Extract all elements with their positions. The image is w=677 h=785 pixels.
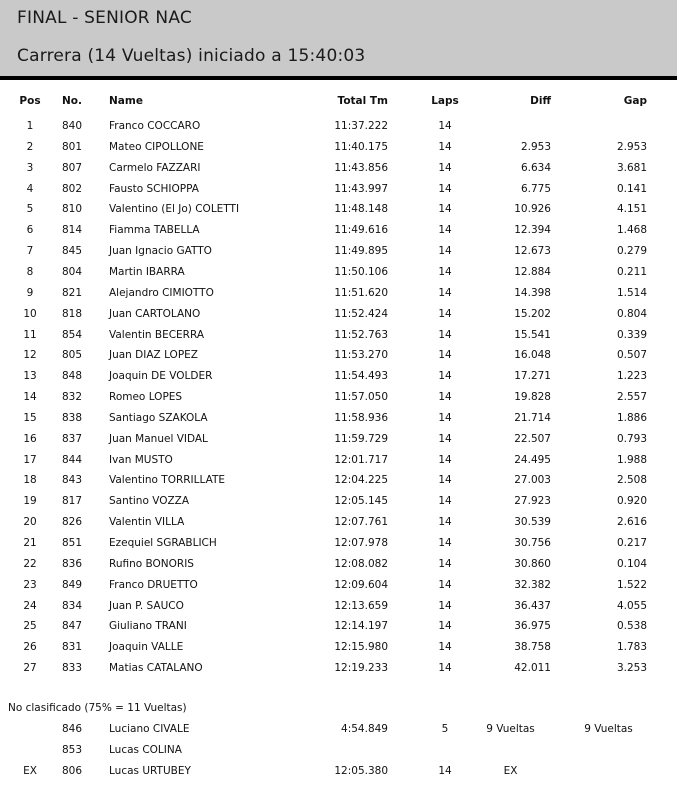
table-row [0,454,677,474]
cell-pos: 14 [23,391,37,404]
cell-pos: 13 [23,370,37,383]
cell-pos: 15 [23,411,37,424]
cell-laps: 14 [438,203,452,216]
table-row [0,516,677,536]
cell-no: 804 [61,265,83,278]
cell-total-tm: 12:08.082 [334,557,388,570]
cell-gap: 0.538 [616,620,647,633]
cell-no: 848 [61,370,83,383]
cell-pos: 23 [23,578,37,591]
cell-no: 846 [61,723,83,735]
cell-total-tm: 11:57.050 [334,391,388,404]
cell-total-tm: 12:04.225 [334,474,388,487]
cell-total-tm: 11:52.763 [334,328,388,341]
table-row [0,641,677,661]
cell-no: 826 [61,516,83,529]
col-name: Name [109,95,143,107]
cell-no: 837 [61,432,83,445]
cell-name: Romeo LOPES [109,391,183,404]
cell-pos: 5 [26,203,34,216]
cell-pos: 19 [23,495,37,508]
cell-total-tm: 11:54.493 [334,370,388,383]
table-row [0,183,677,203]
cell-diff: 27.003 [514,474,551,487]
table-row [0,266,677,286]
cell-pos: 8 [26,265,34,278]
table-row [0,245,677,265]
cell-total-tm: 12:15.980 [334,641,388,654]
col-pos: Pos [19,95,41,107]
cell-total-tm: 12:07.978 [334,537,388,549]
cell-gap: 2.557 [616,391,647,404]
cell-no: 817 [61,495,83,508]
cell-laps: 14 [438,328,452,341]
cell-name: Ivan MUSTO [109,453,173,466]
cell-laps: 14 [438,411,452,424]
cell-total-tm: 11:51.620 [334,286,388,299]
cell-no: 838 [61,411,83,424]
cell-total-tm: 11:43.997 [334,182,388,195]
page-title: FINAL - SENIOR NAC [17,8,192,28]
cell-gap: 0.339 [616,328,647,341]
cell-no: 845 [61,245,83,258]
cell-no: 853 [61,744,83,756]
cell-no: 810 [61,203,83,216]
cell-gap: 0.141 [616,182,647,195]
cell-name: Alejandro CIMIOTTO [109,286,214,299]
cell-name: Valentin VILLA [109,516,185,529]
report-header [0,0,677,80]
table-row [0,287,677,307]
cell-laps: 14 [438,120,452,132]
cell-name: Martin IBARRA [109,265,185,278]
cell-total-tm: 11:49.895 [334,245,388,258]
cell-name: Franco COCCARO [109,120,201,132]
table-row [0,600,677,620]
cell-name: Carmelo FAZZARI [109,161,201,174]
cell-laps: 14 [438,557,452,570]
cell-laps: 5 [441,723,449,735]
cell-name: Rufino BONORIS [109,557,194,570]
cell-pos: 12 [23,349,37,362]
cell-gap: 4.055 [616,599,647,612]
cell-name: Franco DRUETTO [109,578,198,591]
cell-laps: 14 [438,537,452,549]
cell-no: 836 [61,557,83,570]
cell-pos: 3 [26,161,34,174]
cell-laps: 14 [438,349,452,362]
cell-pos: 21 [23,537,37,549]
cell-name: Mateo CIPOLLONE [109,140,204,153]
cell-diff: 24.495 [514,453,551,466]
cell-total-tm: 11:52.424 [334,307,388,320]
cell-gap: 0.279 [616,245,647,258]
cell-pos: 6 [26,224,34,237]
cell-total-tm: 12:07.761 [334,516,388,529]
table-row [0,433,677,453]
cell-name: Juan P. SAUCO [109,599,184,612]
col-diff: Diff [530,95,551,107]
cell-name: Fiamma TABELLA [109,224,200,237]
cell-gap: 3.681 [616,161,647,174]
cell-laps: 14 [438,453,452,466]
cell-no: 843 [61,474,83,487]
cell-laps: 14 [438,474,452,487]
cell-laps: 14 [438,495,452,508]
race-subtitle: Carrera (14 Vueltas) iniciado a 15:40:03 [17,46,366,66]
table-row [0,224,677,244]
cell-no: 844 [61,453,83,466]
cell-gap: 1.223 [616,370,647,383]
cell-laps: 14 [438,516,452,529]
cell-pos: 24 [23,599,37,612]
cell-diff: 6.634 [520,161,551,174]
cell-diff: 22.507 [514,432,551,445]
cell-diff: 16.048 [514,349,551,362]
cell-gap: 0.217 [616,537,647,549]
cell-no: 821 [61,286,83,299]
table-row [0,141,677,161]
cell-diff: 15.541 [514,328,551,341]
cell-laps: 14 [438,140,452,153]
cell-diff: 27.923 [514,495,551,508]
cell-no: 805 [61,349,83,362]
col-no: No. [62,95,82,107]
cell-name: Valentino TORRILLATE [109,474,226,487]
cell-pos: 17 [23,453,37,466]
cell-no: 832 [61,391,83,404]
cell-laps: 14 [438,286,452,299]
cell-diff: 19.828 [514,391,551,404]
cell-name: Fausto SCHIOPPA [109,182,199,195]
cell-total-tm: 12:09.604 [334,578,388,591]
cell-total-tm: 12:05.380 [334,765,388,777]
cell-gap: 2.508 [616,474,647,487]
cell-name: Valentino (El Jo) COLETTI [109,203,240,216]
cell-name: Juan Ignacio GATTO [109,245,212,258]
cell-gap: 0.211 [616,265,647,278]
cell-pos: 27 [23,662,37,675]
cell-diff: 32.382 [514,578,551,591]
cell-laps: 14 [438,662,452,675]
table-row [0,329,677,349]
cell-diff: 2.953 [520,140,551,153]
cell-diff: 14.398 [514,286,551,299]
table-row [0,370,677,390]
cell-laps: 14 [438,391,452,404]
cell-total-tm: 4:54.849 [341,723,388,735]
cell-diff: 36.975 [514,620,551,633]
cell-total-tm: 11:48.148 [334,203,388,216]
cell-no: 814 [61,224,83,237]
cell-pos: 22 [23,557,37,570]
cell-total-tm: 11:43.856 [334,161,388,174]
cell-no: 801 [61,140,83,153]
cell-pos: 7 [26,245,34,258]
col-total-tm: Total Tm [337,95,388,107]
table-row [0,537,677,557]
cell-no: 851 [61,537,83,549]
col-laps: Laps [431,95,459,107]
cell-total-tm: 12:13.659 [334,599,388,612]
cell-no: 854 [61,328,83,341]
cell-pos: 10 [23,307,37,320]
cell-gap: 2.616 [616,516,647,529]
cell-diff: 30.539 [514,516,551,529]
cell-diff: 30.860 [514,557,551,570]
cell-total-tm: 12:19.233 [334,662,388,675]
cell-pos: 26 [23,641,37,654]
table-row [0,723,677,743]
cell-name: Juan Manuel VIDAL [109,432,208,445]
col-gap: Gap [623,95,647,107]
cell-total-tm: 11:49.616 [334,224,388,237]
cell-laps: 14 [438,620,452,633]
cell-laps: 14 [438,370,452,383]
cell-laps: 14 [438,245,452,258]
cell-pos: 18 [23,474,37,487]
cell-gap: 0.507 [616,349,647,362]
cell-diff: 12.394 [514,224,551,237]
cell-pos: 9 [26,286,34,299]
cell-gap: 0.793 [616,432,647,445]
cell-laps: 14 [438,765,452,777]
cell-name: Juan CARTOLANO [109,307,201,320]
cell-laps: 14 [438,641,452,654]
table-row [0,308,677,328]
cell-diff: 9 Vueltas [486,723,535,735]
table-row [0,495,677,515]
cell-total-tm: 12:14.197 [334,620,388,633]
cell-laps: 14 [438,578,452,591]
cell-gap: 1.522 [616,578,647,591]
table-row [0,579,677,599]
cell-name: Valentin BECERRA [109,328,205,341]
cell-gap: 2.953 [616,140,647,153]
table-row [0,349,677,369]
cell-diff: 21.714 [514,411,551,424]
cell-gap: 1.468 [616,224,647,237]
cell-gap: 1.783 [616,641,647,654]
cell-name: Santiago SZAKOLA [109,411,208,424]
table-row [0,203,677,223]
cell-pos: EX [23,765,37,777]
cell-gap: 0.804 [616,307,647,320]
cell-diff: 38.758 [514,641,551,654]
table-row [0,620,677,640]
cell-no: 834 [61,599,83,612]
cell-gap: 4.151 [616,203,647,216]
cell-laps: 14 [438,161,452,174]
table-row [0,391,677,411]
cell-total-tm: 11:59.729 [334,432,388,445]
cell-gap: 0.920 [616,495,647,508]
cell-pos: 1 [26,120,34,132]
cell-name: Giuliano TRANI [109,620,187,633]
cell-no: 833 [61,662,83,675]
cell-laps: 14 [438,265,452,278]
table-row [0,662,677,682]
cell-no: 802 [61,182,83,195]
cell-pos: 2 [26,140,34,153]
cell-pos: 11 [23,328,37,341]
cell-total-tm: 11:40.175 [334,140,388,153]
cell-gap: 0.104 [616,557,647,570]
cell-no: 807 [61,161,83,174]
cell-diff: 10.926 [514,203,551,216]
cell-name: Lucas URTUBEY [109,765,191,777]
cell-total-tm: 11:37.222 [334,120,388,132]
cell-pos: 16 [23,432,37,445]
table-row [0,744,677,764]
table-row [0,162,677,182]
cell-total-tm: 12:05.145 [334,495,388,508]
cell-diff: 30.756 [514,537,551,549]
cell-name: Joaquin VALLE [109,641,184,654]
cell-pos: 25 [23,620,37,633]
cell-gap: 1.514 [616,286,647,299]
cell-no: 849 [61,578,83,591]
table-row [0,765,677,785]
cell-total-tm: 11:58.936 [334,411,388,424]
cell-diff: 6.775 [520,182,551,195]
cell-no: 831 [61,641,83,654]
cell-gap: 3.253 [616,662,647,675]
cell-diff: 12.673 [514,245,551,258]
cell-no: 818 [61,307,83,320]
cell-no: 847 [61,620,83,633]
not-classified-label: No clasificado (75% = 11 Vueltas) [8,702,187,714]
cell-pos: 4 [26,182,34,195]
cell-no: 806 [61,765,83,777]
cell-name: Luciano CIVALE [109,723,190,735]
cell-laps: 14 [438,432,452,445]
cell-diff: EX [503,765,518,777]
cell-laps: 14 [438,182,452,195]
cell-name: Lucas COLINA [109,744,182,756]
table-row [0,120,677,140]
cell-diff: 12.884 [514,265,551,278]
cell-diff: 42.011 [514,662,551,675]
cell-laps: 14 [438,224,452,237]
table-row [0,412,677,432]
cell-total-tm: 11:50.106 [334,265,388,278]
cell-diff: 15.202 [514,307,551,320]
cell-gap: 1.988 [616,453,647,466]
cell-name: Joaquin DE VOLDER [109,370,213,383]
cell-diff: 36.437 [514,599,551,612]
cell-pos: 20 [23,516,37,529]
cell-name: Santino VOZZA [109,495,190,508]
table-row [0,474,677,494]
cell-gap: 1.886 [616,411,647,424]
cell-laps: 14 [438,599,452,612]
cell-name: Ezequiel SGRABLICH [109,537,217,549]
cell-name: Matias CATALANO [109,662,203,675]
cell-laps: 14 [438,307,452,320]
cell-total-tm: 12:01.717 [334,453,388,466]
cell-gap: 9 Vueltas [584,723,633,735]
table-row [0,558,677,578]
cell-no: 840 [61,120,83,132]
cell-name: Juan DIAZ LOPEZ [109,349,198,362]
cell-diff: 17.271 [514,370,551,383]
cell-total-tm: 11:53.270 [334,349,388,362]
